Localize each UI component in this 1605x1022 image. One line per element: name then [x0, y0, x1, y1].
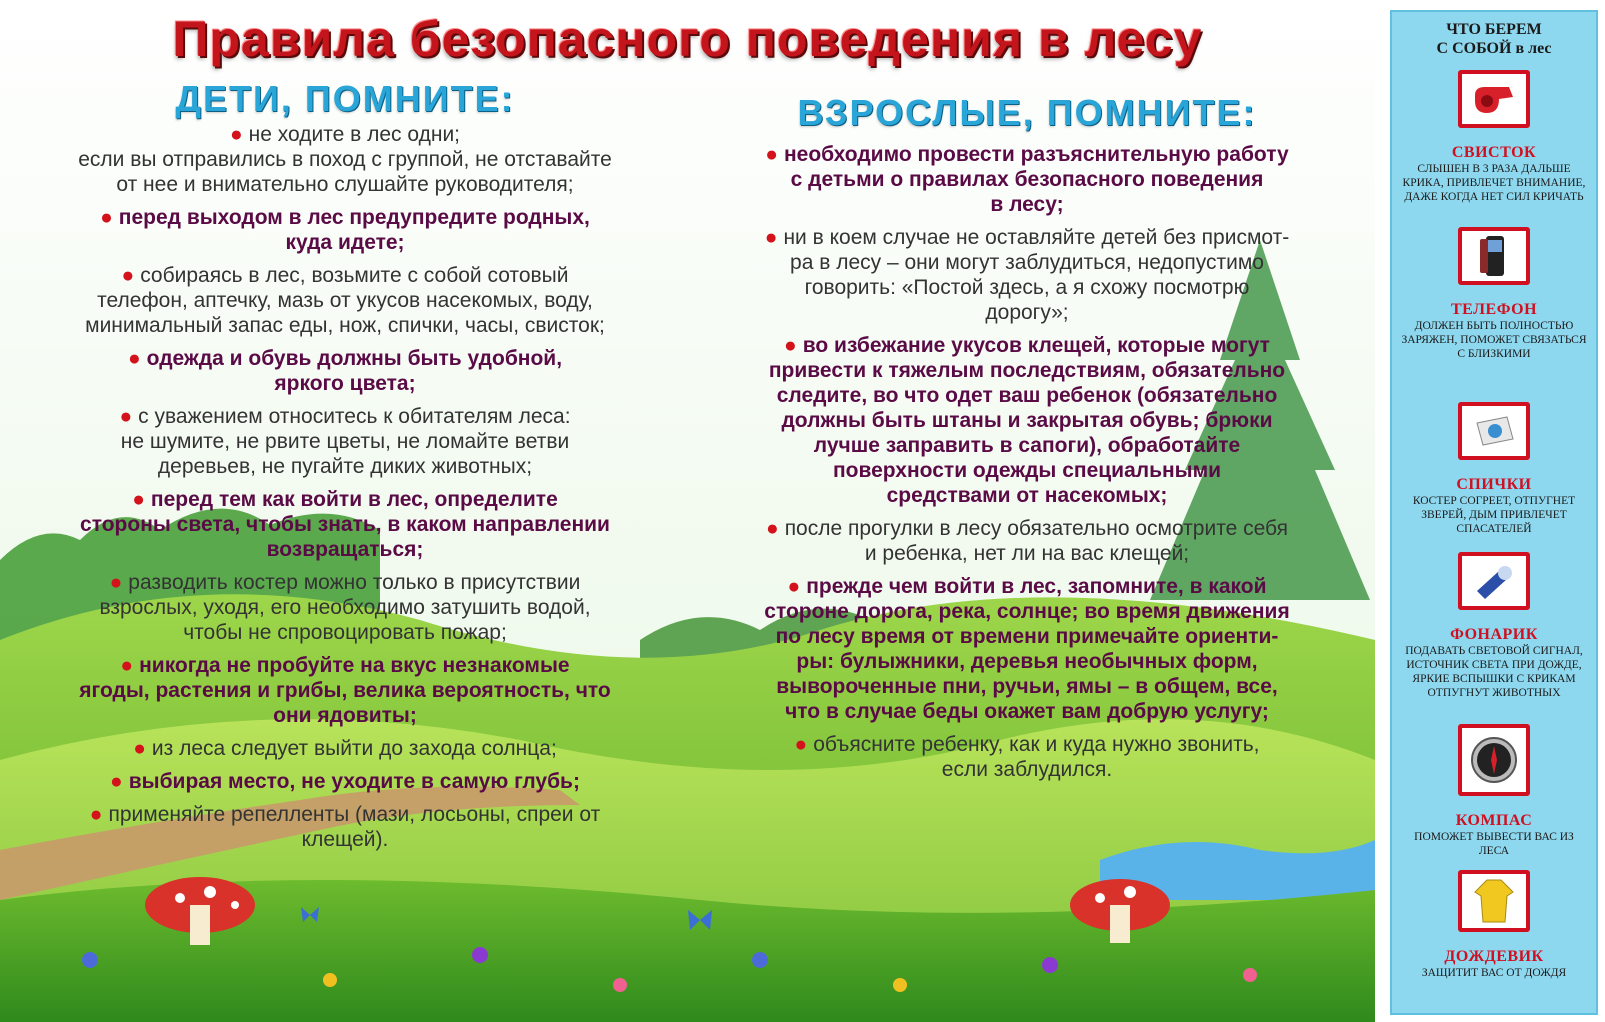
rule-text: никогда не пробуйте на вкус незнакомые ягоды, растения и грибы, велика вероятность, что они ядовиты; [79, 654, 611, 727]
rule-item [712, 732, 1342, 782]
sidebar-item-name: ТЕЛЕФОН [1450, 301, 1538, 318]
rule-text: разводить костер можно только в присутствии взрослых, уходя, его необходимо затушить водой, чтобы не спровоцировать пожар; [99, 571, 591, 644]
rule-item [712, 574, 1342, 724]
rule-text: прежде чем войти в лес, запомните, в какой стороне дорога, река, солнце; во время движения по лесу время от времени примечайте ориенти- ры: булыжники, деревья необычных форм, вывороченные пни, ручьи, ямы – в общем, все, что в случае беды окажет вам добрую услугу; [764, 575, 1290, 723]
bullet-icon: ● [766, 517, 779, 540]
sidebar-item-desc: ПОДАВАТЬ СВЕТОВОЙ СИГНАЛ, ИСТОЧНИК СВЕТА ПРИ ДОЖДЕ, ЯРКИЕ ВСПЫШКИ С КРИКАМ ОТПУГНУТ ЖИВОТНЫХ [1405, 645, 1583, 699]
rule-item [712, 333, 1342, 508]
sidebar-item-name: СПИЧКИ [1456, 476, 1532, 493]
sidebar-item-matches [1392, 402, 1596, 536]
rule-item [20, 802, 670, 852]
adults-rules-column [712, 92, 1342, 790]
sidebar-item-name: КОМПАС [1455, 812, 1533, 829]
rule-text: необходимо провести разъяснительную работу с детьми о правилах безопасного поведения в лесу; [783, 143, 1289, 216]
sidebar-item-desc: КОСТЕР СОГРЕЕТ, ОТПУГНЕТ ЗВЕРЕЙ, ДЫМ ПРИВЛЕЧЕТ СПАСАТЕЛЕЙ [1412, 495, 1576, 535]
sidebar-item-desc: ДОЛЖЕН БЫТЬ ПОЛНОСТЬЮ ЗАРЯЖЕН, ПОМОЖЕТ СВЯЗАТЬСЯ С БЛИЗКИМИ [1401, 320, 1587, 360]
sidebar-item-raincoat [1392, 870, 1596, 980]
compass-icon [1458, 724, 1530, 796]
children-heading: ДЕТИ, ПОМНИТЕ: [175, 78, 515, 119]
sidebar-item-flashlight [1392, 552, 1596, 700]
rule-text: объясните ребенку, как и куда нужно звонить, если заблудился. [813, 733, 1260, 781]
flashlight-icon [1458, 552, 1530, 610]
rule-text: собираясь в лес, возьмите с собой сотовый телефон, аптечку, мазь от укусов насекомых, воду, минимальный запас еды, нож, спички, часы, свисток; [85, 264, 605, 337]
bullet-icon: ● [764, 226, 778, 249]
rule-text: с уважением относитесь к обитателям леса: не шумите, не рвите цветы, не ломайте ветви деревьев, не пугайте диких животных; [120, 405, 571, 478]
bullet-icon: ● [100, 206, 113, 229]
rule-text: выбирая место, не уходите в самую глубь; [128, 770, 580, 793]
rule-item [20, 263, 670, 338]
sidebar-item-desc: СЛЫШЕН В 3 РАЗА ДАЛЬШЕ КРИКА, ПРИВЛЕЧЕТ ВНИМАНИЕ, ДАЖЕ КОГДА НЕТ СИЛ КРИЧАТЬ [1402, 163, 1586, 203]
rule-item [20, 487, 670, 562]
whistle-icon [1458, 70, 1530, 128]
children-rules-list [20, 122, 670, 852]
rule-text: из леса следует выйти до захода солнца; [151, 737, 557, 760]
sidebar-item-name: ДОЖДЕВИК [1444, 948, 1544, 965]
adults-rules-list [712, 142, 1342, 782]
bullet-icon: ● [89, 803, 103, 826]
rule-item [20, 205, 670, 255]
rule-text: во избежание укусов клещей, которые могут привести к тяжелым последствиям, обязательно следите, во что одет ваш ребенок (обязательно должны быть штаны и закрытая обувь; брюки лучше заправить в сапоги), обработайте поверхности одежды специальными средствами от насекомых; [768, 334, 1286, 507]
rule-item [20, 769, 670, 794]
phone-icon [1458, 227, 1530, 285]
adults-heading: ВЗРОСЛЫЕ, ПОМНИТЕ: [797, 92, 1257, 133]
sidebar-item-desc: ПОМОЖЕТ ВЫВЕСТИ ВАС ИЗ ЛЕСА [1414, 831, 1574, 857]
rule-item [20, 570, 670, 645]
bullet-icon: ● [794, 733, 808, 756]
sidebar-title: ЧТО БЕРЕМ С СОБОЙ в лес [1436, 21, 1552, 57]
rule-text: одежда и обувь должны быть удобной, яркого цвета; [146, 347, 563, 395]
sidebar-item-desc: ЗАЩИТИТ ВАС ОТ ДОЖДЯ [1421, 967, 1567, 979]
bullet-icon: ● [109, 571, 123, 594]
rule-text: ни в коем случае не оставляйте детей без присмот- ра в лесу – они могут заблудиться, недопустимо говорить: «Постой здесь, а я схожу посмотрю дорогу»; [783, 226, 1290, 324]
sidebar-item-compass [1392, 724, 1596, 858]
sidebar-item-phone [1392, 227, 1596, 361]
what-to-take-sidebar [1390, 10, 1598, 1015]
bullet-icon: ● [119, 405, 133, 428]
bullet-icon: ● [132, 488, 145, 511]
bullet-icon: ● [127, 347, 141, 370]
bullet-icon: ● [229, 123, 243, 146]
rule-item [20, 122, 670, 197]
rule-item [20, 653, 670, 728]
bullet-icon: ● [787, 575, 801, 598]
bullet-icon: ● [110, 770, 123, 793]
rule-item [712, 225, 1342, 325]
children-rules-column [20, 78, 670, 860]
rule-item [20, 736, 670, 761]
sidebar-item-name: СВИСТОК [1451, 144, 1537, 161]
rule-text: применяйте репелленты (мази, лосьоны, спреи от клещей). [108, 803, 601, 851]
poster-title: Правила безопасного поведения в лесу [172, 11, 1203, 67]
bullet-icon: ● [121, 264, 135, 287]
rule-item [20, 404, 670, 479]
rule-text: перед выходом в лес предупредите родных, куда идете; [118, 206, 590, 254]
rule-text: перед тем как войти в лес, определите стороны света, чтобы знать, в каком направлении возвращаться; [80, 488, 610, 561]
rule-item [712, 142, 1342, 217]
rule-text: после прогулки в лесу обязательно осмотрите себя и ребенка, нет ли на вас клещей; [784, 517, 1288, 565]
raincoat-icon [1458, 870, 1530, 932]
sidebar-item-name: ФОНАРИК [1450, 626, 1538, 643]
rule-item [712, 516, 1342, 566]
bullet-icon: ● [784, 334, 797, 357]
matches-icon [1458, 402, 1530, 460]
rule-item [20, 346, 670, 396]
rule-text: не ходите в лес одни; если вы отправились в поход с группой, не отставайте от нее и внимательно слушайте руководителя; [78, 123, 612, 196]
bullet-icon: ● [120, 654, 134, 677]
bullet-icon: ● [765, 143, 778, 166]
sidebar-item-whistle [1392, 70, 1596, 204]
bullet-icon: ● [133, 737, 146, 760]
